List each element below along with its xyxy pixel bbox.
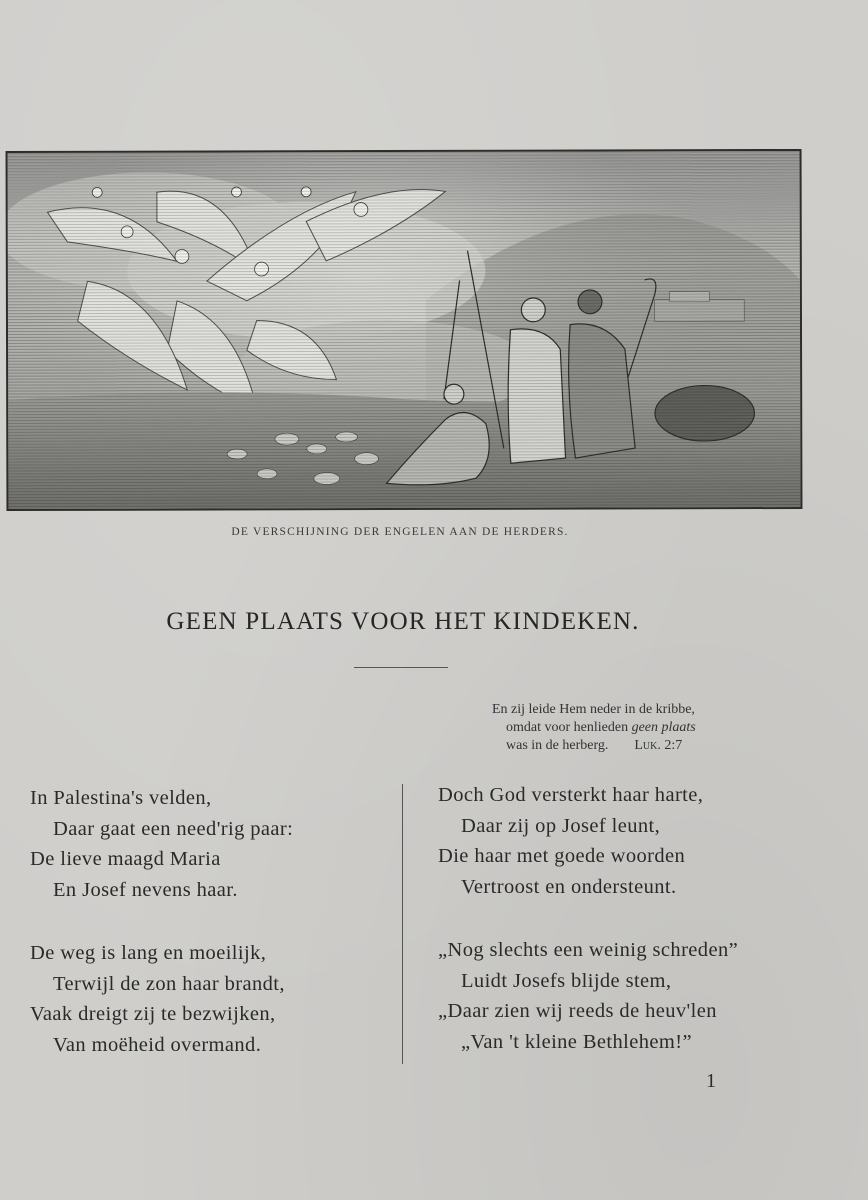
title-divider — [354, 667, 448, 668]
page-number: 1 — [706, 1070, 716, 1092]
verse-line: Die haar met goede woorden — [438, 845, 686, 867]
epigraph-emphasis: geen plaats — [631, 720, 696, 735]
stanza — [30, 783, 390, 905]
engraving-illustration — [6, 149, 803, 511]
verse-line: Terwijl de zon haar brandt, — [53, 972, 285, 995]
stanza — [438, 780, 838, 902]
epigraph-line-2 — [492, 719, 792, 737]
stanza — [30, 938, 390, 1060]
verse-line: „Daar zien wij reeds de heuv'len — [438, 1000, 717, 1022]
verse-line: Doch God versterkt haar harte, — [438, 784, 704, 806]
verse-line: Vaak dreigt zij te bezwijken, — [30, 1003, 276, 1025]
poem-left-column — [30, 783, 390, 1093]
verse-line: In Palestina's velden, — [30, 787, 212, 809]
epigraph-line-2-text: omdat voor henlieden — [506, 720, 632, 735]
scripture-reference: Luk. 2:7 — [634, 738, 683, 753]
verse-line: De weg is lang en moeilijk, — [30, 942, 267, 964]
poem-right-column — [438, 780, 838, 1090]
verse-line: Daar gaat een need'rig paar: — [53, 817, 294, 840]
verse-line: „Nog slechts een weinig schreden” — [438, 939, 739, 961]
verse-line: Vertroost en ondersteunt. — [461, 875, 677, 898]
epigraph-line-3-text: was in de herberg. — [506, 738, 609, 753]
verse-line: En Josef nevens haar. — [53, 878, 238, 901]
page-title: GEEN PLAATS VOOR HET KINDEKEN. — [166, 608, 640, 635]
verse-line: „Van 't kleine Bethlehem!” — [461, 1030, 692, 1053]
verse-line: De lieve maagd Maria — [30, 848, 221, 870]
verse-line: Daar zij op Josef leunt, — [461, 814, 661, 837]
epigraph-line-3 — [492, 737, 792, 755]
illustration-caption: DE VERSCHIJNING DER ENGELEN AAN DE HERDERS. — [231, 526, 569, 538]
epigraph — [492, 701, 792, 755]
angels-and-shepherds-image — [8, 151, 801, 509]
column-divider — [402, 784, 403, 1064]
verse-line: Luidt Josefs blijde stem, — [461, 969, 672, 992]
epigraph-line-1: En zij leide Hem neder in de kribbe, — [492, 702, 695, 717]
stanza — [438, 935, 838, 1057]
verse-line: Van moëheid overmand. — [53, 1033, 262, 1056]
